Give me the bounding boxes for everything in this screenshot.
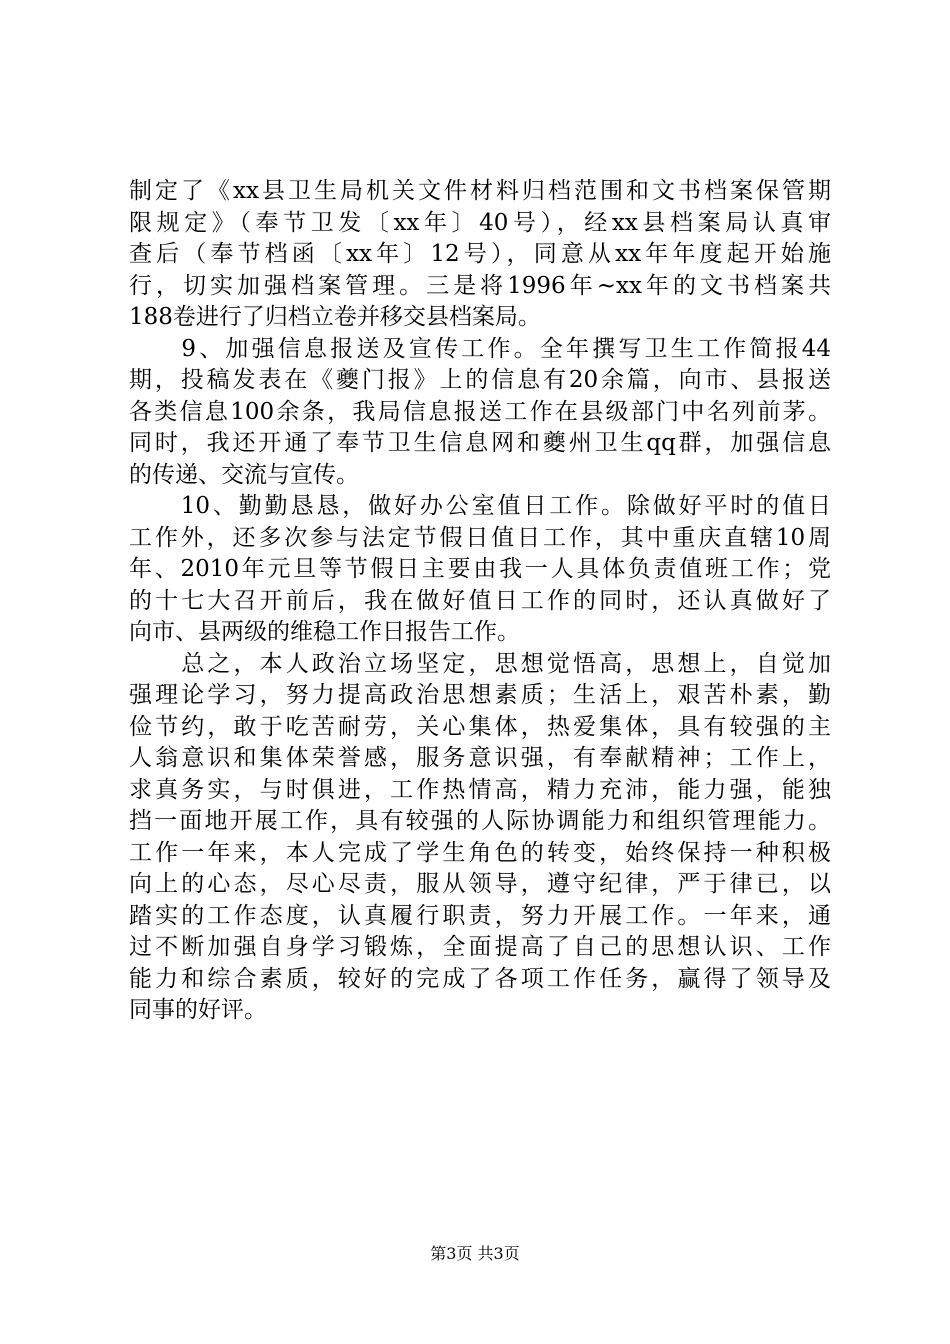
text-line: 挡一面地开展工作，具有较强的人际协调能力和组织管理能力。 — [129, 808, 831, 834]
text-line: 强理论学习，努力提高政治思想素质；生活上，艰苦朴素，勤 — [129, 682, 831, 708]
text-line: 求真务实，与时俱进，工作热情高，精力充沛，能力强，能独 — [129, 776, 831, 803]
text-line: 工作外，还多次参与法定节假日值日工作，其中重庆直辖10周 — [129, 524, 831, 551]
text-line: 10、勤勤恳恳，做好办公室值日工作。除做好平时的值日 — [129, 493, 831, 519]
text-line: 限规定》（奉节卫发〔xx年〕40号），经xx县档案局认真审 — [129, 209, 831, 236]
text-line: 的传递、交流与宣传。 — [129, 461, 359, 488]
text-line: 向市、县两级的维稳工作日报告工作。 — [129, 619, 520, 645]
text-line: 踏实的工作态度，认真履行职责，努力开展工作。一年来，通 — [129, 902, 831, 929]
text-line: 向上的心态，尽心尽责，服从领导，遵守纪律，严于律已，以 — [129, 871, 831, 897]
text-line: 行，切实加强档案管理。三是将1996年~xx年的文书档案共 — [129, 272, 831, 299]
text-line: 期，投稿发表在《夔门报》上的信息有20余篇，向市、县报送 — [129, 367, 831, 393]
text-line: 的十七大召开前后，我在做好值日工作的同时，还认真做好了 — [129, 587, 831, 614]
text-line: 各类信息100余条，我局信息报送工作在县级部门中名列前茅。 — [129, 398, 831, 425]
text-line: 9、加强信息报送及宣传工作。全年撰写卫生工作简报44 — [129, 335, 831, 362]
text-line: 制定了《xx县卫生局机关文件材料归档范围和文书档案保管期 — [129, 178, 831, 204]
text-line: 年、2010年元旦等节假日主要由我一人具体负责值班工作；党 — [129, 556, 831, 582]
text-line: 查后（奉节档函〔xx年〕12号），同意从xx年年度起开始施 — [129, 241, 831, 267]
text-line: 俭节约，敢于吃苦耐劳，关心集体，热爱集体，具有较强的主 — [129, 713, 831, 740]
text-line: 同时，我还开通了奉节卫生信息网和夔州卫生qq群，加强信息 — [129, 430, 831, 456]
text-line: 过不断加强自身学习锻炼，全面提高了自己的思想认识、工作 — [129, 934, 831, 960]
text-line: 188卷进行了归档立卷并移交县档案局。 — [129, 304, 541, 330]
page-footer — [0, 1244, 950, 1264]
text-line: 同事的好评。 — [129, 997, 267, 1023]
page-number-label: 第3页 共3页 — [430, 1244, 520, 1263]
text-line: 总之，本人政治立场坚定，思想觉悟高，思想上，自觉加 — [129, 650, 831, 677]
document-body — [129, 176, 831, 1027]
text-line: 能力和综合素质，较好的完成了各项工作任务，赢得了领导及 — [129, 965, 831, 992]
text-line: 人翁意识和集体荣誉感，服务意识强，有奉献精神；工作上， — [129, 745, 831, 771]
text-line: 工作一年来，本人完成了学生角色的转变，始终保持一种积极 — [129, 839, 831, 866]
